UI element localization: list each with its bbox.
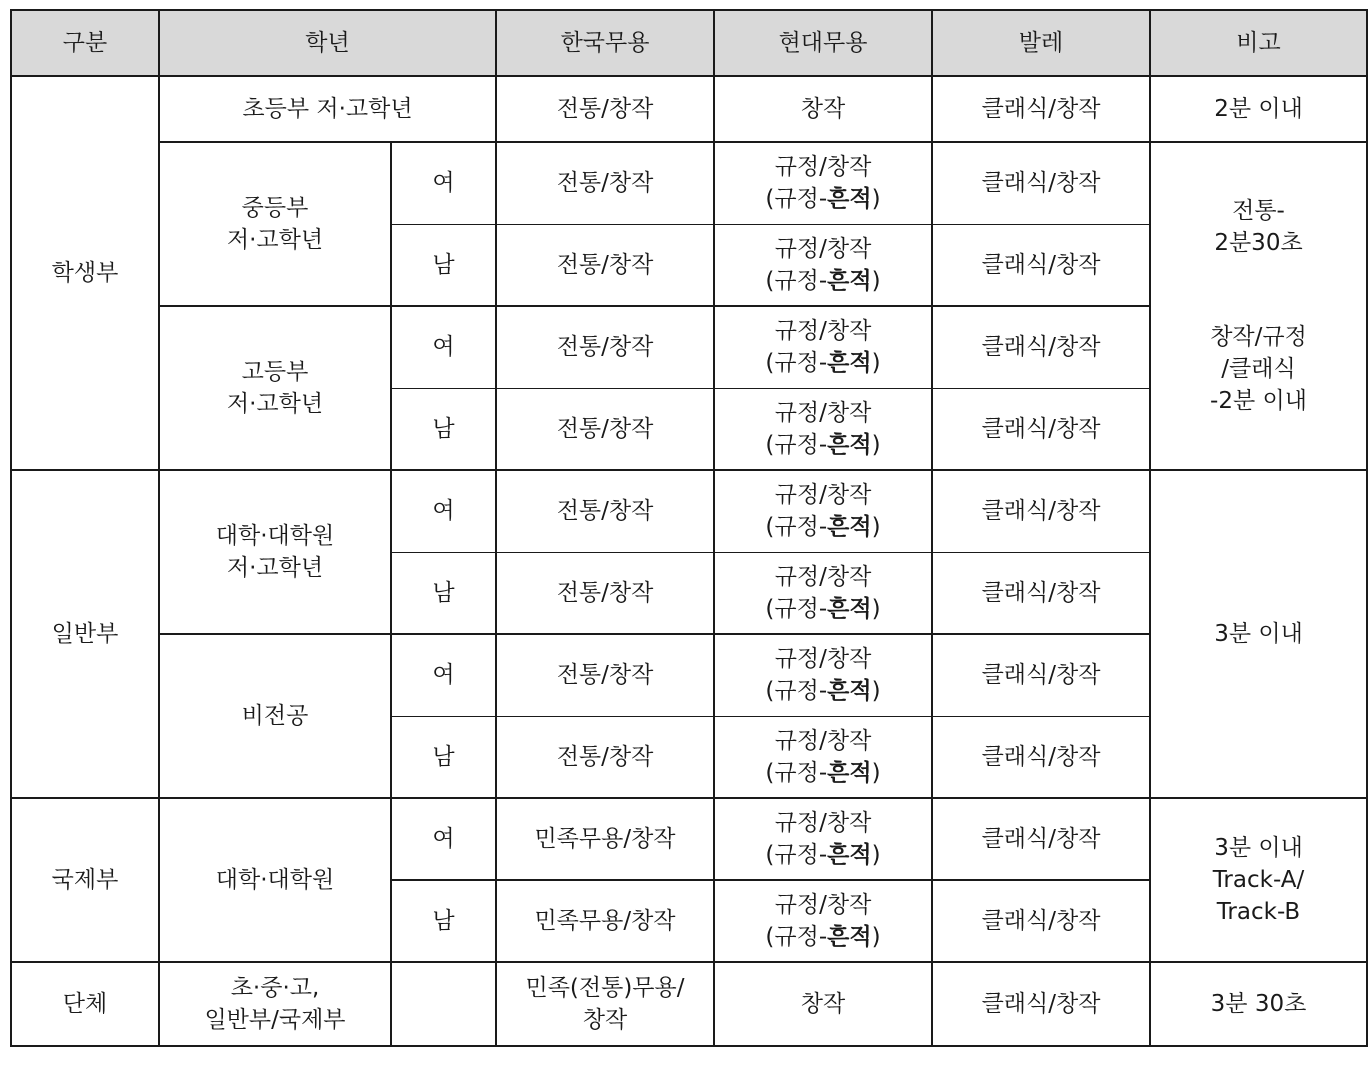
header-category: 구분 (11, 10, 159, 76)
group-general: 일반부 (11, 470, 159, 798)
gender-female: 여 (391, 634, 496, 716)
group-international: 국제부 (11, 798, 159, 962)
ballet-cell: 클래식/창작 (932, 962, 1150, 1046)
modern-cell (714, 716, 932, 798)
korean-cell: 전통/창작 (496, 224, 714, 306)
ballet-cell: 클래식/창작 (932, 142, 1150, 224)
grade-elementary: 초등부 저·고학년 (159, 76, 496, 142)
grade-intl: 대학·대학원 (159, 798, 391, 962)
table-row-middle-female (11, 142, 1367, 224)
paren-bold: 흔적 (827, 267, 872, 294)
ballet-cell: 클래식/창작 (932, 76, 1150, 142)
ballet-cell: 클래식/창작 (932, 470, 1150, 552)
modern-rule-line: 규정/창작 (774, 154, 872, 181)
modern-rule-line: 규정/창작 (774, 727, 872, 754)
modern-cell (714, 142, 932, 224)
ballet-cell: 클래식/창작 (932, 798, 1150, 880)
modern-rule-paren (715, 511, 931, 543)
gender-team-empty (391, 962, 496, 1046)
modern-cell: 창작 (714, 76, 932, 142)
gender-male: 남 (391, 388, 496, 470)
paren-bold: 흔적 (827, 759, 872, 786)
modern-rule-line: 규정/창작 (774, 563, 872, 590)
table-row-univ-female (11, 470, 1367, 552)
note-student-line4: /클래식 (1221, 356, 1296, 382)
ballet-cell: 클래식/창작 (932, 224, 1150, 306)
note-team: 3분 30초 (1150, 962, 1367, 1046)
paren-open: (규정- (765, 842, 828, 868)
grade-high (159, 306, 391, 470)
paren-open: (규정- (765, 431, 828, 458)
modern-rule-paren (715, 183, 931, 215)
ballet-cell: 클래식/창작 (932, 634, 1150, 716)
gender-male: 남 (391, 552, 496, 634)
modern-rule-paren (715, 429, 931, 461)
table-row-intl-female (11, 798, 1367, 880)
korean-cell: 전통/창작 (496, 76, 714, 142)
korean-cell: 전통/창작 (496, 306, 714, 388)
ballet-cell: 클래식/창작 (932, 716, 1150, 798)
modern-rule-line: 규정/창작 (774, 892, 872, 918)
modern-cell (714, 880, 932, 962)
grade-nonmajor: 비전공 (159, 634, 391, 798)
paren-close: ) (871, 431, 881, 458)
paren-open: (규정- (765, 759, 828, 786)
gender-male: 남 (391, 224, 496, 306)
paren-bold: 흔적 (827, 678, 872, 705)
korean-cell (496, 962, 714, 1046)
modern-rule-paren (715, 757, 931, 789)
modern-cell (714, 388, 932, 470)
korean-cell: 민족무용/창작 (496, 880, 714, 962)
modern-cell (714, 470, 932, 552)
paren-open: (규정- (765, 595, 828, 622)
grade-middle-line2: 저·고학년 (226, 227, 324, 253)
modern-rule-paren (715, 839, 931, 871)
modern-rule-line: 규정/창작 (774, 399, 872, 426)
paren-close: ) (871, 842, 881, 868)
paren-bold: 흔적 (827, 595, 872, 622)
grade-team (159, 962, 391, 1046)
modern-rule-paren (715, 593, 931, 625)
note-intl-line1: 3분 이내 (1214, 835, 1303, 861)
modern-cell: 창작 (714, 962, 932, 1046)
korean-cell: 전통/창작 (496, 552, 714, 634)
competition-table-container (10, 9, 1368, 1047)
group-student: 학생부 (11, 76, 159, 470)
gender-male: 남 (391, 716, 496, 798)
group-team: 단체 (11, 962, 159, 1046)
ballet-cell: 클래식/창작 (932, 880, 1150, 962)
modern-rule-line: 규정/창작 (774, 646, 872, 673)
paren-bold: 흔적 (827, 186, 872, 213)
grade-team-line2: 일반부/국제부 (204, 1007, 346, 1033)
modern-cell (714, 224, 932, 306)
grade-high-line1: 고등부 (241, 359, 309, 385)
paren-close: ) (871, 678, 881, 705)
modern-rule-line: 규정/창작 (774, 482, 872, 509)
gender-female: 여 (391, 470, 496, 552)
header-modern-dance: 현대무용 (714, 10, 932, 76)
paren-bold: 흔적 (827, 350, 872, 377)
paren-open: (규정- (765, 924, 828, 950)
ballet-cell: 클래식/창작 (932, 388, 1150, 470)
note-intl-line3: Track-B (1216, 899, 1301, 925)
paren-close: ) (871, 350, 881, 377)
paren-close: ) (871, 267, 881, 294)
modern-cell (714, 552, 932, 634)
grade-middle (159, 142, 391, 306)
korean-team-line1: 민족(전통)무용/ (525, 975, 685, 1001)
modern-rule-paren (715, 921, 931, 953)
korean-cell: 전통/창작 (496, 142, 714, 224)
competition-rules-table (10, 9, 1368, 1047)
paren-open: (규정- (765, 267, 828, 294)
paren-close: ) (871, 595, 881, 622)
korean-cell: 전통/창작 (496, 716, 714, 798)
gender-male: 남 (391, 880, 496, 962)
header-grade: 학년 (159, 10, 496, 76)
paren-open: (규정- (765, 186, 828, 213)
korean-cell: 민족무용/창작 (496, 798, 714, 880)
paren-bold: 흔적 (827, 514, 872, 541)
gender-female: 여 (391, 798, 496, 880)
korean-cell: 전통/창작 (496, 388, 714, 470)
korean-cell: 전통/창작 (496, 470, 714, 552)
grade-univ (159, 470, 391, 634)
paren-bold: 흔적 (827, 431, 872, 458)
paren-open: (규정- (765, 678, 828, 705)
modern-cell (714, 634, 932, 716)
table-row-team (11, 962, 1367, 1046)
paren-close: ) (871, 514, 881, 541)
paren-close: ) (871, 759, 881, 786)
note-general: 3분 이내 (1150, 470, 1367, 798)
modern-rule-paren (715, 265, 931, 297)
paren-open: (규정- (765, 350, 828, 377)
modern-rule-paren (715, 347, 931, 379)
note-elementary: 2분 이내 (1150, 76, 1367, 142)
grade-univ-line2: 저·고학년 (226, 555, 324, 581)
ballet-cell: 클래식/창작 (932, 306, 1150, 388)
paren-open: (규정- (765, 514, 828, 541)
modern-rule-paren (715, 675, 931, 707)
modern-rule-line: 규정/창작 (774, 235, 872, 262)
paren-close: ) (871, 924, 881, 950)
gender-female: 여 (391, 306, 496, 388)
header-korean-dance: 한국무용 (496, 10, 714, 76)
note-student-line2: 2분30초 (1214, 230, 1303, 256)
korean-team-line2: 창작 (582, 1007, 628, 1033)
paren-bold: 흔적 (827, 842, 872, 868)
note-student (1150, 142, 1367, 470)
table-row-elementary (11, 76, 1367, 142)
grade-middle-line1: 중등부 (241, 195, 309, 221)
modern-rule-line: 규정/창작 (774, 810, 872, 836)
note-intl-line2: Track-A/ (1212, 867, 1305, 893)
korean-cell: 전통/창작 (496, 634, 714, 716)
grade-univ-line1: 대학·대학원 (215, 523, 335, 549)
ballet-cell: 클래식/창작 (932, 552, 1150, 634)
modern-cell (714, 306, 932, 388)
note-student-line5: -2분 이내 (1210, 388, 1307, 414)
grade-team-line1: 초·중·고, (230, 975, 320, 1001)
paren-bold: 흔적 (827, 924, 872, 950)
note-spacer (1151, 259, 1366, 321)
note-international (1150, 798, 1367, 962)
header-row (11, 10, 1367, 76)
paren-close: ) (871, 186, 881, 213)
modern-rule-line: 규정/창작 (774, 318, 872, 345)
header-ballet: 발레 (932, 10, 1150, 76)
modern-cell (714, 798, 932, 880)
grade-high-line2: 저·고학년 (226, 391, 324, 417)
gender-female: 여 (391, 142, 496, 224)
note-student-line1: 전통- (1232, 198, 1285, 224)
header-note: 비고 (1150, 10, 1367, 76)
note-student-line3: 창작/규정 (1210, 324, 1307, 350)
